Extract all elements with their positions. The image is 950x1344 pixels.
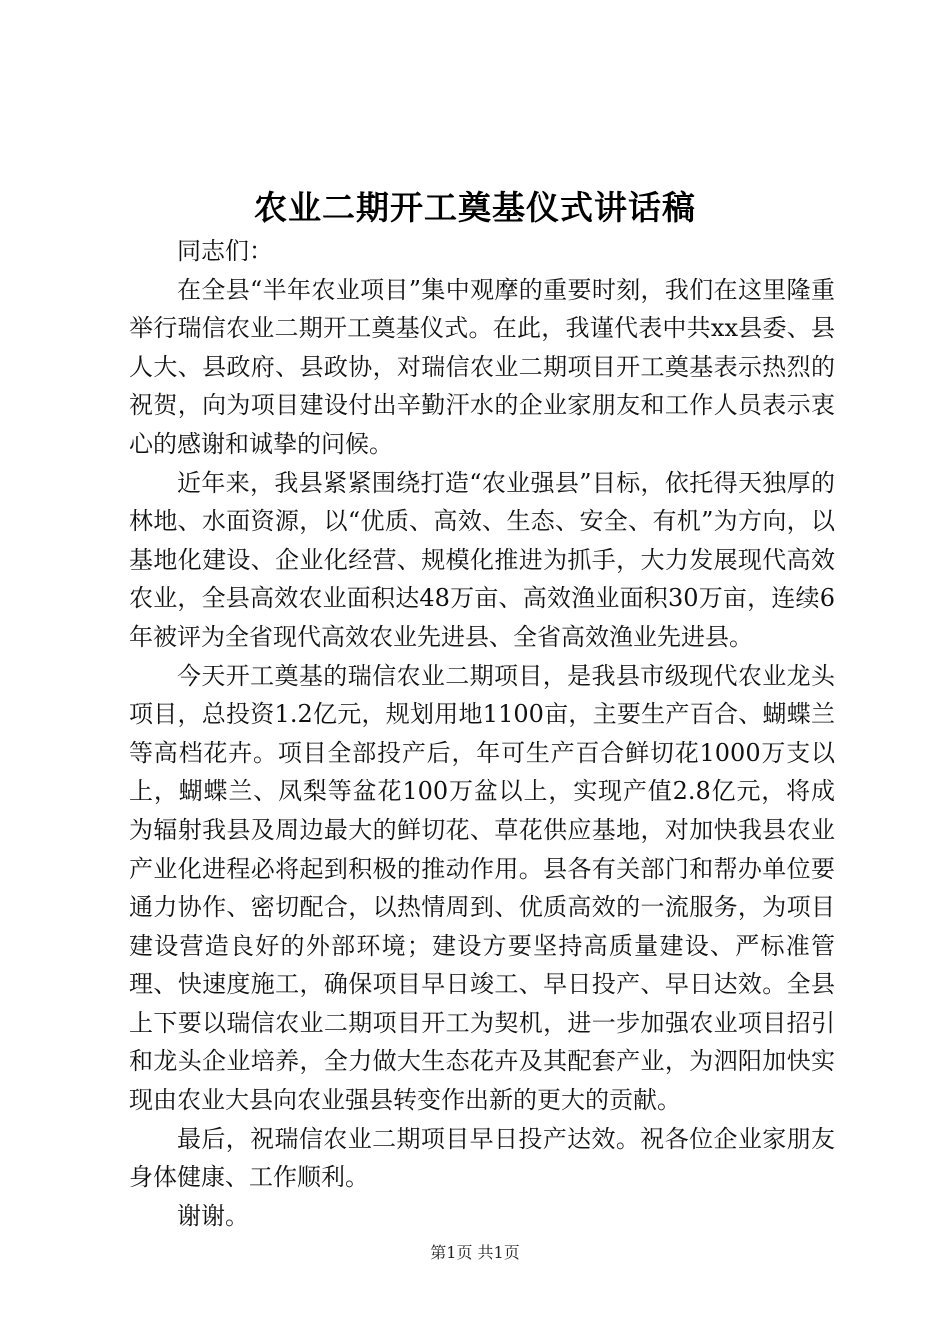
paragraph-4: 最后，祝瑞信农业二期项目早日投产达效。祝各位企业家朋友身体健康、工作顺利。	[129, 1124, 835, 1192]
document-title: 农业二期开工奠基仪式讲话稿	[254, 188, 696, 227]
page-number: 第1页 共1页	[430, 1243, 520, 1262]
paragraph-1: 在全县“半年农业项目”集中观摩的重要时刻，我们在这里隆重举行瑞信农业二期开工奠基仪式。在此，我谨代表中共xx县委、县人大、县政府、县政协，对瑞信农业二期项目开工奠基表示热烈的祝贺，向为项目建设付出辛勤汗水的企业家朋友和工作人员表示衷心的感谢和诚挚的问候。	[129, 275, 835, 458]
paragraph-3: 今天开工奠基的瑞信农业二期项目，是我县市级现代农业龙头项目，总投资1.2亿元，规划用地1100亩，主要生产百合、蝴蝶兰等高档花卉。项目全部投产后，年可生产百合鲜切花1000万支以上，蝴蝶兰、凤梨等盆花100万盆以上，实现产值2.8亿元，将成为辐射我县及周边最大的鲜切花、草花供应基地，对加快我县农业产业化进程必将起到积极的推动作用。县各有关部门和帮办单位要通力协作、密切配合，以热情周到、优质高效的一流服务，为项目建设营造良好的外部环境；建设方要坚持高质量建设、严标准管理、快速度施工，确保项目早日竣工、早日投产、早日达效。全县上下要以瑞信农业二期项目开工为契机，进一步加强农业项目招引和龙头企业培养，全力做大生态花卉及其配套产业，为泗阳加快实现由农业大县向农业强县转变作出新的更大的贡献。	[129, 661, 835, 1115]
closing: 谢谢。	[177, 1201, 249, 1230]
paragraph-2: 近年来，我县紧紧围绕打造“农业强县”目标，依托得天独厚的林地、水面资源，以“优质、高效、生态、安全、有机”为方向，以基地化建设、企业化经营、规模化推进为抓手，大力发展现代高效农业，全县高效农业面积达48万亩、高效渔业面积30万亩，连续6年被评为全省现代高效农业先进县、全省高效渔业先进县。	[129, 468, 835, 651]
document-body	[129, 232, 835, 1235]
salutation: 同志们：	[177, 237, 273, 265]
